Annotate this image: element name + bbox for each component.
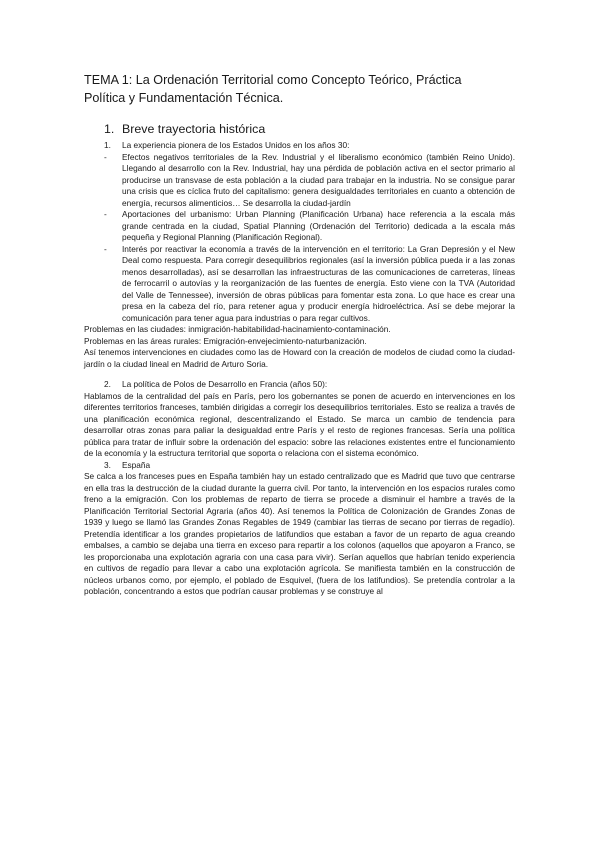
bullet-item xyxy=(104,244,515,325)
section-2-number: 2. xyxy=(104,379,111,389)
subsection-1-title: La experiencia pionera de los Estados Unidos en los años 30: xyxy=(122,140,350,150)
section-2-heading xyxy=(104,379,515,391)
section-2-title: La política de Polos de Desarrollo en Francia (años 50): xyxy=(122,379,328,389)
bullet-dash: - xyxy=(104,243,107,254)
section-1-heading xyxy=(104,121,515,138)
paragraph: Problemas en las áreas rurales: Emigración-envejecimiento-naturbanización. xyxy=(84,335,367,346)
document-title: TEMA 1: La Ordenación Territorial como Concepto Teórico, Práctica Política y Fundamentación Técnica. xyxy=(84,73,462,105)
section-1-title: Breve trayectoria histórica xyxy=(122,122,266,136)
bullet-text: Aportaciones del urbanismo: Urban Planning (Planificación Urbana) hace referencia a la escala más grande centrada en la ciudad, Spatial Planning (Ordenación del Territorio) dedicada a la escala más pequeña y Regional Planning (Planificación Regional). xyxy=(122,209,515,242)
section-3-heading xyxy=(104,460,515,472)
bullet-item xyxy=(104,209,515,244)
bullet-text: Efectos negativos territoriales de la Rev. Industrial y el liberalismo económico (también Reino Unido). Llegando al desarrollo con la Rev. Industrial, hay una pérdida de población activa en el sector primario al producirse un transvase de esta población a la ciudad para trabajar en la industria. No se consigue parar una crisis que es cíclica fruto del capitalismo: genera desigualdades territoriales en cuanto a obtención de energía, recursos alimenticios… Se desarrolla la ciudad-jardín xyxy=(122,151,515,208)
subsection-1-heading xyxy=(104,140,515,152)
section-3-title: España xyxy=(122,459,151,470)
bullet-text: Interés por reactivar la economía a través de la intervención en el territorio: La Gran Depresión y el New Deal como respuesta. Para corregir desequilibrios regionales (así la inversión pública pueda ir a las zonas menos desarrolladas), así se desarrollan las infraestructuras de las comunicaciones de carreteras, líneas de ferrocarril o autovías y la reorganización de las fuentes de energía. Esto viene con la TVA (Autoridad del Valle de Tennessee), inversión de obras públicas para fomentar esta zona. Lo que hace es crear una presa en la cabeza del río, para retener agua y producir energía hidroeléctrica. Así se debe mejorar la comunicación para tener agua para industrias o para regar cultivos. xyxy=(122,243,515,323)
bullet-dash: - xyxy=(104,209,107,219)
bullet-dash: - xyxy=(104,151,107,162)
subsection-1-number: 1. xyxy=(104,140,111,150)
paragraph: Hablamos de la centralidad del país en París, pero los gobernantes se ponen de acuerdo en intervenciones en los diferentes territorios franceses, también dirigidas a corregir los desequilibrios territoriales. Esto se realiza a través de una planificación económica regional, descentralizando el Estado. Se marca un cambio de tendencia para desarrollar otras zonas para paliar la desigualdad entre París y el resto de regiones francesas. Sería una política pública para tratar de influir sobre la ordenación del espacio: sobre las relaciones existentes entre el funcionamiento de la economía y la estructura territorial que soporta o relaciona con el sistema económico. xyxy=(84,390,515,458)
section-3-number: 3. xyxy=(104,459,111,470)
section-1-number: 1. xyxy=(104,122,115,136)
paragraph: Así tenemos intervenciones en ciudades como las de Howard con la creación de modelos de ciudad como la ciudad-jardín o la ciudad lineal en Madrid de Arturo Soria. xyxy=(84,347,515,369)
bullet-item xyxy=(104,152,515,210)
paragraph: Se calca a los franceses pues en España también hay un estado centralizado que es Madrid que tuvo que centrarse en ella tras la destrucción de la ciudad durante la guerra civil. Por tanto, la intervención en los espacios rurales como freno a la emigración. Con los problemas de reparto de tierra se procede a disminuir el hambre a través de la Planificación Territorial Sectorial Agraria (años 40). Así tenemos la Política de Colonización de Grandes Zonas de 1939 y luego se llamó las Grandes Zonas Regables de 1949 (cambiar las tierras de secano por tierras de regadío). Pretendía identificar a los grandes propietarios de latifundios que estaban a favor de un reparto de agua creando embalses, a cambio se dejaba una tierra en exceso para repartir a los colonos (aquellos que apoyaron a Franco, se les proporcionaba una explotación agraria con una casa para vivir). Serían aquellos que habrían tenido experiencia en cultivos de regadío para llevar a cabo una explotación agrícola. Se manifiesta también en la construcción de núcleos urbanos como, por ejemplo, el poblado de Esquivel, (fuera de los latifundios). Se pretendía controlar a la población, concentrando a estos que podrían causar problemas y se construye al xyxy=(84,471,515,596)
paragraph: Problemas en las ciudades: inmigración-habitabilidad-hacinamiento-contaminación. xyxy=(84,324,391,334)
